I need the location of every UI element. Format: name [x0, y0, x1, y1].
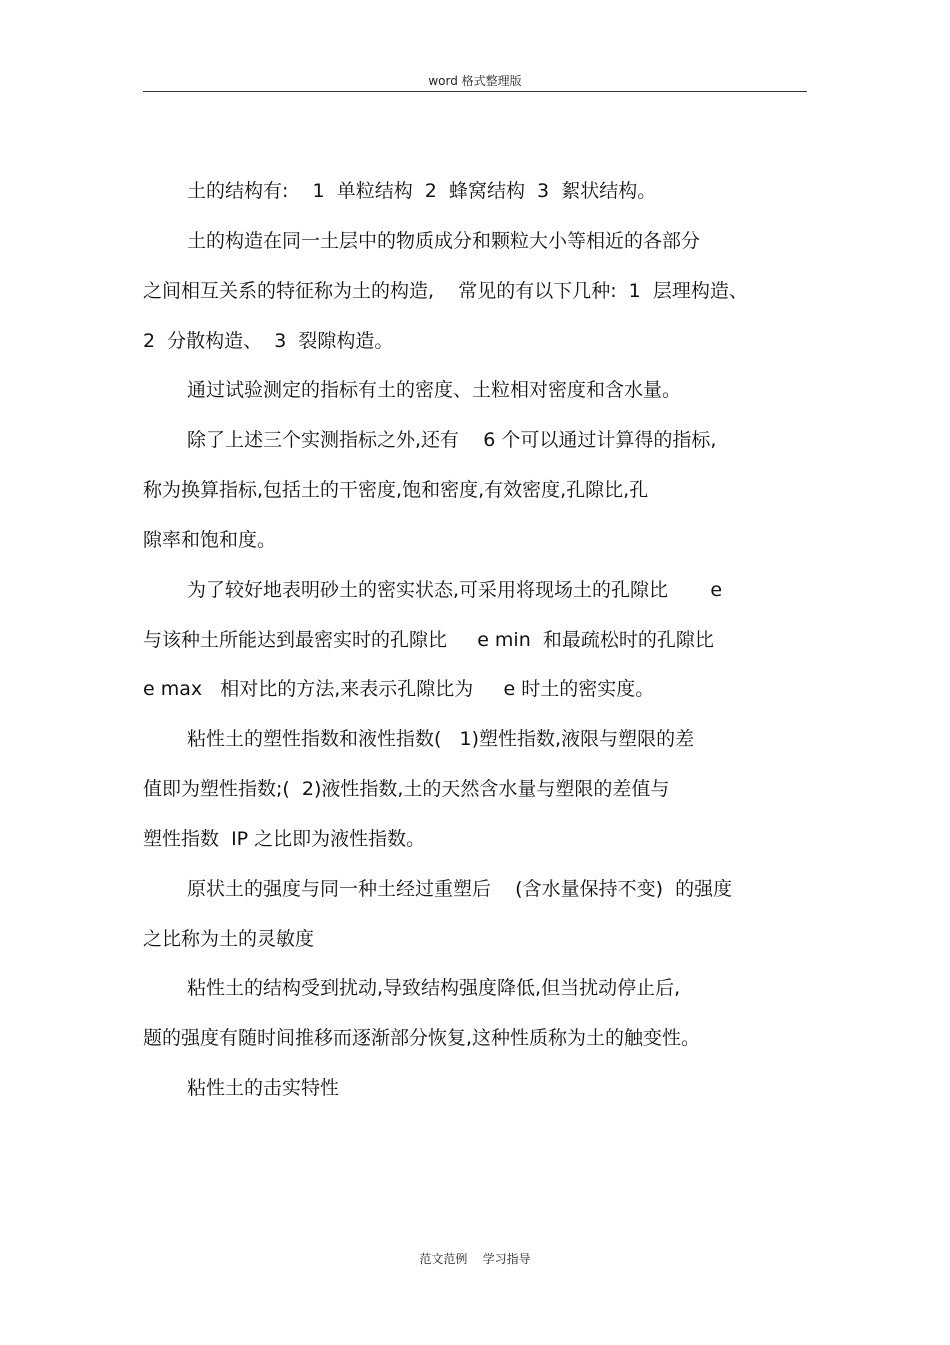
paragraph-line: 粘性土的击实特性 [187, 1077, 340, 1099]
paragraph-line: 除了上述三个实测指标之外,还有 6 个可以通过计算得的指标, [187, 429, 717, 451]
paragraph-line: 土的构造在同一土层中的物质成分和颗粒大小等相近的各部分 [187, 230, 701, 252]
paragraph-line: 称为换算指标,包括土的干密度,饱和密度,有效密度,孔隙比,孔 [143, 479, 649, 501]
paragraph-line: 塑性指数 IP 之比即为液性指数。 [143, 828, 426, 850]
paragraph-line: e max 相对比的方法,来表示孔隙比为 e 时土的密实度。 [143, 678, 655, 700]
paragraph-line: 隙率和饱和度。 [143, 529, 277, 551]
page-footer: 范文范例 学习指导 [419, 1252, 531, 1266]
paragraph-line: 题的强度有随时间推移而逐渐部分恢复,这种性质称为土的触变性。 [143, 1027, 701, 1049]
paragraph-line: 原状土的强度与同一种土经过重塑后 (含水量保持不变) 的强度 [187, 878, 733, 900]
page-header: word 格式整理版 [428, 74, 522, 88]
paragraph-line: 与该种土所能达到最密实时的孔隙比 e min 和最疏松时的孔隙比 [143, 629, 714, 651]
paragraph-line: 值即为塑性指数;( 2)液性指数,土的天然含水量与塑限的差值与 [143, 778, 670, 800]
header-divider [143, 91, 807, 92]
paragraph-line: 通过试验测定的指标有土的密度、土粒相对密度和含水量。 [187, 379, 682, 401]
paragraph-line: 粘性土的塑性指数和液性指数( 1)塑性指数,液限与塑限的差 [187, 728, 695, 750]
paragraph-line: 为了较好地表明砂土的密实状态,可采用将现场土的孔隙比 e [187, 579, 723, 601]
paragraph-line: 土的结构有: 1 单粒结构 2 蜂窝结构 3 絮状结构。 [187, 180, 657, 202]
paragraph-line: 之比称为土的灵敏度 [143, 928, 315, 950]
paragraph-line: 2 分散构造、 3 裂隙构造。 [143, 330, 394, 352]
paragraph-line: 粘性土的结构受到扰动,导致结构强度降低,但当扰动停止后, [187, 977, 681, 999]
paragraph-line: 之间相互关系的特征称为土的构造, 常见的有以下几种: 1 层理构造、 [143, 280, 748, 302]
